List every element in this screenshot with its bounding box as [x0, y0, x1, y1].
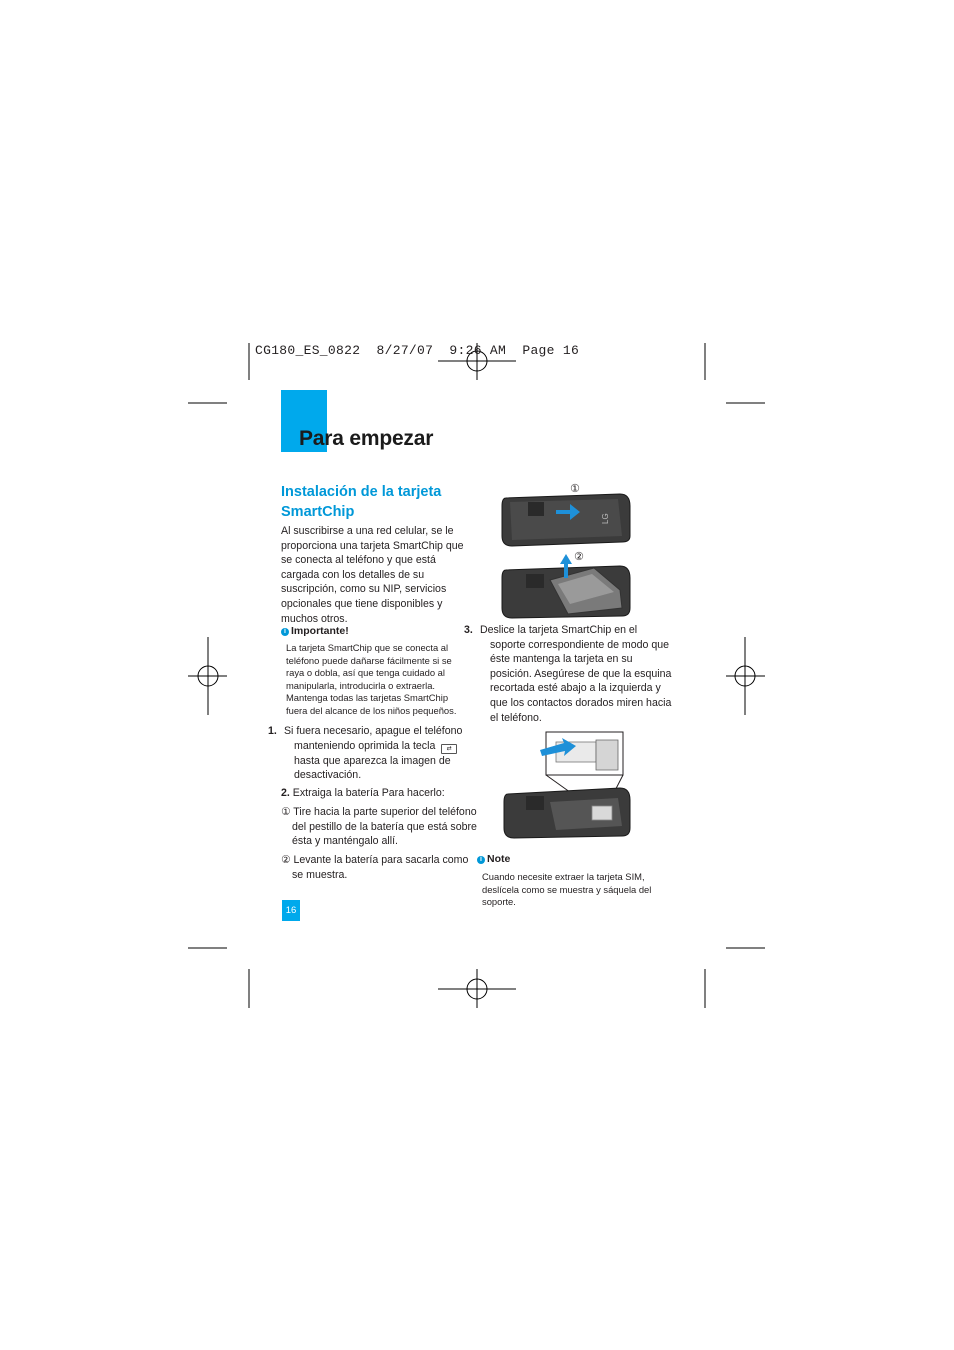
step-1: 1. Si fuera necesario, apague el teléfono manteniendo oprimida la tecla ⇄ hasta que aparezca la imagen de desactivación. [268, 725, 463, 782]
step-3: 3. Deslice la tarjeta SmartChip en el soporte correspondiente de modo que éste mantenga la tarjeta en su posición. Asegúrese de que la esquina recortada esté abajo a la izquierda y que los contactos dorados miren hacia el teléfono. [464, 624, 672, 724]
info-icon: i [281, 628, 289, 636]
section-title: Instalación de la tarjeta SmartChip [281, 484, 442, 520]
figure-battery-removal [498, 548, 634, 620]
step-1-text-b: hasta que aparezca la imagen de desactivación. [294, 754, 451, 782]
note-text: Cuando necesite extraer la tarjeta SIM, deslícela como se muestra y sáquela del soporte. [482, 871, 652, 908]
figure-sim-insertion [500, 730, 636, 840]
note-heading-text: Note [487, 853, 511, 865]
substep-1-mark: ① [281, 806, 291, 818]
figure-battery-latch [498, 480, 634, 548]
important-heading [281, 625, 349, 637]
figure-2-label: ② [574, 551, 584, 563]
page-title: Para empezar [299, 427, 434, 450]
print-slug: CG180_ES_0822 8/27/07 9:26 AM Page 16 [255, 343, 580, 358]
intro-paragraph: Al suscribirse a una red celular, se le proporciona una tarjeta SmartChip que se conecta al teléfono y que está cargada con los detalles de su suscripción, como su NIP, servicios opcionales que tiene disponibles y muchos otros. [281, 525, 464, 625]
step-3-text: Deslice la tarjeta SmartChip en el soporte correspondiente de modo que éste mantenga la tarjeta en su posición. Asegúrese de que la esquina recortada esté abajo a la izquierda y que los contactos dorados miren hacia el teléfono. [479, 624, 672, 724]
substep-2 [281, 853, 482, 882]
step-2-text: Extraiga la batería Para hacerlo: [292, 787, 445, 799]
substep-2-text: Levante la batería para sacarla como se muestra. [292, 854, 469, 881]
step-2 [281, 786, 471, 801]
note-heading [477, 853, 510, 865]
important-text: La tarjeta SmartChip que se conecta al teléfono puede dañarse fácilmente si se raya o dobla, así que tenga cuidado al manipularla, introducirla o extraerla. Mantenga todas las tarjetas SmartChip fuera del alcance de los niños pequeños. [286, 642, 457, 716]
info-icon: i [477, 856, 485, 864]
page-number: 16 [282, 900, 300, 921]
svg-text:LG: LG [601, 513, 610, 524]
end-key-icon: ⇄ [441, 744, 457, 754]
substep-1 [281, 805, 482, 849]
step-1-text-a: Si fuera necesario, apague el teléfono manteniendo oprimida la tecla [283, 725, 463, 752]
step-2-number: 2. [281, 787, 290, 799]
figure-1-label: ① [570, 483, 580, 495]
substep-1-text: Tire hacia la parte superior del teléfono del pestillo de la batería que está sobre ésta y manténgalo allí. [292, 806, 477, 848]
substep-2-mark: ② [281, 854, 291, 866]
important-heading-text: Importante! [291, 625, 349, 637]
